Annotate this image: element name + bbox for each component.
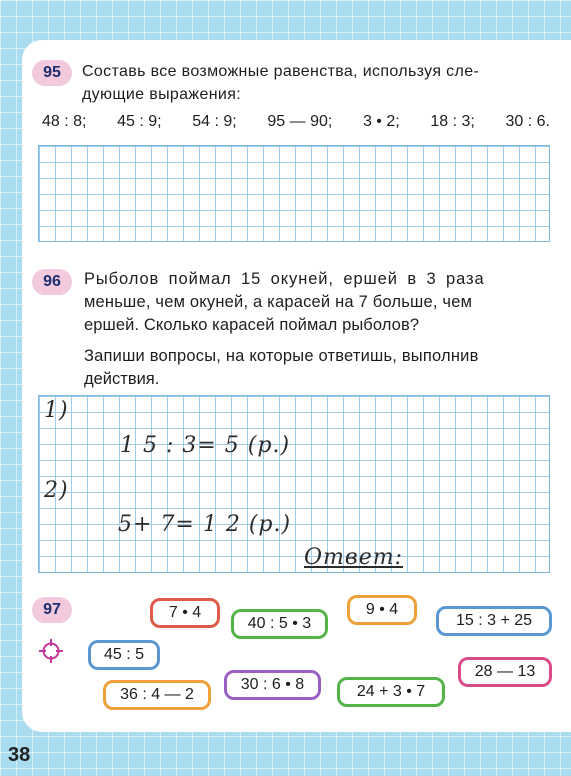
task-97-badge: 97 [32, 597, 72, 623]
handwritten-answer-label: Ответ: [304, 545, 403, 570]
task-96-badge: 96 [32, 269, 72, 295]
expression-pill[interactable]: 9 • 4 [347, 595, 417, 625]
task-96-instruction-line2: действия. [84, 370, 160, 388]
expression-pill[interactable]: 45 : 5 [88, 640, 160, 670]
handwritten-step-1: 1) [44, 398, 69, 423]
expression: 48 : 8; [42, 113, 87, 130]
page-number: 38 [8, 744, 31, 766]
task-95-expressions [42, 113, 550, 131]
expression-pill[interactable]: 28 — 13 [458, 657, 552, 687]
task-95-answer-grid[interactable] [38, 145, 550, 242]
task-95-text-line1: Составь все возможные равенства, используя сле- [82, 63, 480, 80]
handwritten-step-2: 2) [44, 478, 69, 503]
expression: 3 • 2; [362, 113, 400, 130]
task-95-text-line2: дующие выражения: [82, 86, 242, 103]
expression: 54 : 9; [192, 113, 237, 130]
expression: 30 : 6. [505, 113, 550, 130]
expression: 18 : 3; [430, 113, 475, 130]
expression-pill[interactable]: 24 + 3 • 7 [337, 677, 445, 707]
task-96-text-line2: меньше, чем окуней, а карасей на 7 больше, чем [84, 293, 473, 311]
task-96-text-line1: Рыболов поймал 15 окуней, ершей в 3 раза [84, 270, 485, 288]
expression-pill[interactable]: 30 : 6 • 8 [224, 670, 321, 700]
handwritten-equation-1: 1 5 : 3= 5 (р.) [120, 433, 291, 458]
expression: 95 — 90; [267, 113, 333, 130]
task-95-badge: 95 [32, 60, 72, 86]
target-icon [38, 638, 64, 664]
expression: 45 : 9; [117, 113, 162, 130]
task-96-text-line3: ершей. Сколько карасей поймал рыболов? [84, 316, 420, 334]
expression-pill[interactable]: 7 • 4 [150, 598, 220, 628]
expression-pill[interactable]: 40 : 5 • 3 [231, 609, 328, 639]
task-96-instruction-line1: Запиши вопросы, на которые ответишь, выполнив [84, 347, 479, 365]
handwritten-equation-2: 5+ 7= 1 2 (р.) [118, 512, 292, 537]
expression-pill[interactable]: 15 : 3 + 25 [436, 606, 552, 636]
task-96-answer-grid[interactable] [38, 395, 550, 573]
expression-pill[interactable]: 36 : 4 — 2 [103, 680, 211, 710]
